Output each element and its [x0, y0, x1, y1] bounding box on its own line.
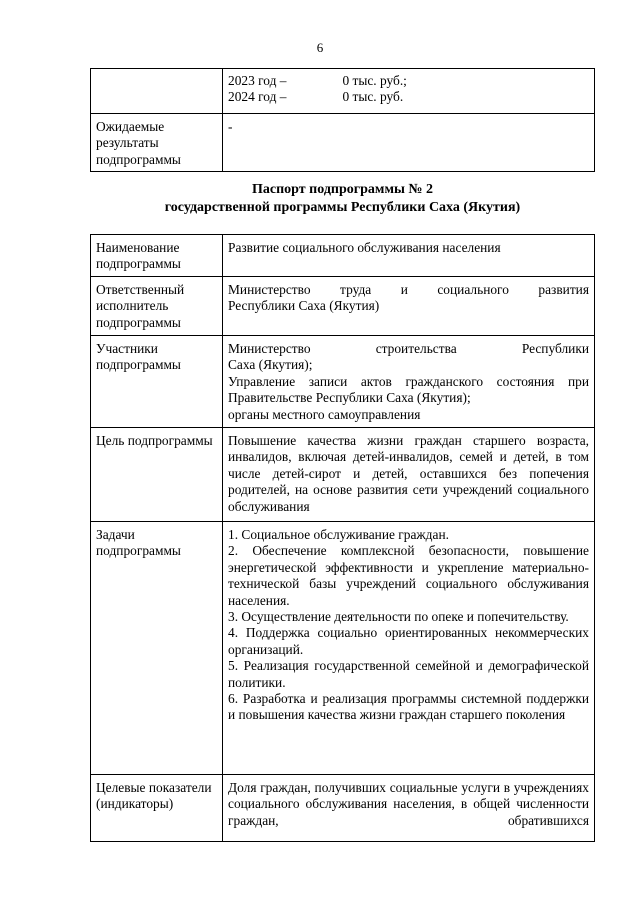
passport-table	[90, 234, 595, 842]
page-title	[90, 181, 595, 217]
funding-table	[90, 68, 595, 172]
participants-value	[223, 336, 595, 428]
table-row	[91, 277, 595, 336]
table-row	[91, 522, 595, 775]
expected-results-value: -	[223, 114, 595, 172]
participants-line: органы местного самоуправления	[228, 406, 421, 422]
indicators-value: Доля граждан, получивших социальные услуги в учреждениях социального обслуживания населения, в общей численности граждан, обратившихся	[223, 775, 595, 842]
table-row	[91, 428, 595, 522]
table-row	[91, 775, 595, 842]
funding-row-2023	[228, 73, 589, 89]
funding-year: 2023 год –	[228, 73, 287, 88]
executor-line: Министерство труда и социального развития	[228, 282, 589, 297]
participants-line: Правительстве Республики Саха (Якутия);	[228, 390, 471, 406]
tasks-label: Задачи подпрограммы	[91, 522, 223, 775]
funding-amount: 0 тыс. руб.	[342, 89, 404, 105]
table-row	[91, 114, 595, 172]
executor-value	[223, 277, 595, 336]
table-row	[91, 235, 595, 277]
list-item: 4. Поддержка социально ориентированных некоммерческих организаций.	[228, 625, 589, 657]
list-item: 2. Обеспечение комплексной безопасности, повышение энергетической эффективности и укрепление материально-технической базы учреждений социального обслуживания населения.	[228, 543, 589, 608]
participants-line: Управление записи актов гражданского состояния при	[228, 373, 589, 389]
funding-row-2024	[228, 89, 589, 105]
funding-year: 2024 год –	[228, 89, 287, 105]
table-row	[91, 69, 595, 114]
table-row	[91, 336, 595, 428]
goal-label: Цель подпрограммы	[91, 428, 223, 522]
name-value: Развитие социального обслуживания населения	[223, 235, 595, 277]
funding-amount: 0 тыс. руб.;	[342, 73, 407, 88]
funding-cell	[223, 69, 595, 114]
participants-line: Саха (Якутия);	[228, 357, 313, 373]
tasks-value	[223, 522, 595, 775]
participants-line: Министерство строительства Республики	[228, 341, 589, 356]
executor-line: Республики Саха (Якутия)	[228, 298, 380, 314]
goal-value: Повышение качества жизни граждан старшего возраста, инвалидов, включая детей-инвалидов, семей и детей, в том числе детей-сирот и детей, оставшихся без попечения родителей, на основе развития сети учреждений социального обслуживания	[223, 428, 595, 522]
list-item: 6. Разработка и реализация программы системной поддержки и повышения качества жизни граждан старшего поколения	[228, 691, 589, 723]
participants-label: Участники подпрограммы	[91, 336, 223, 428]
page-number: 6	[316, 40, 324, 55]
list-item: 1. Социальное обслуживание граждан.	[228, 527, 449, 542]
name-label: Наименование подпрограммы	[91, 235, 223, 277]
empty-label-cell	[91, 69, 223, 114]
title-line-2: государственной программы Республики Саха (Якутия)	[164, 200, 521, 215]
list-item: 3. Осуществление деятельности по опеке и попечительству.	[228, 609, 569, 625]
list-item: 5. Реализация государственной семейной и демографической политики.	[228, 658, 589, 690]
indicators-label: Целевые показатели (индикаторы)	[91, 775, 223, 842]
title-line-1: Паспорт подпрограммы № 2	[252, 182, 433, 197]
expected-results-label: Ожидаемые результаты подпрограммы	[91, 114, 223, 172]
executor-label: Ответственный исполнитель подпрограммы	[91, 277, 223, 336]
